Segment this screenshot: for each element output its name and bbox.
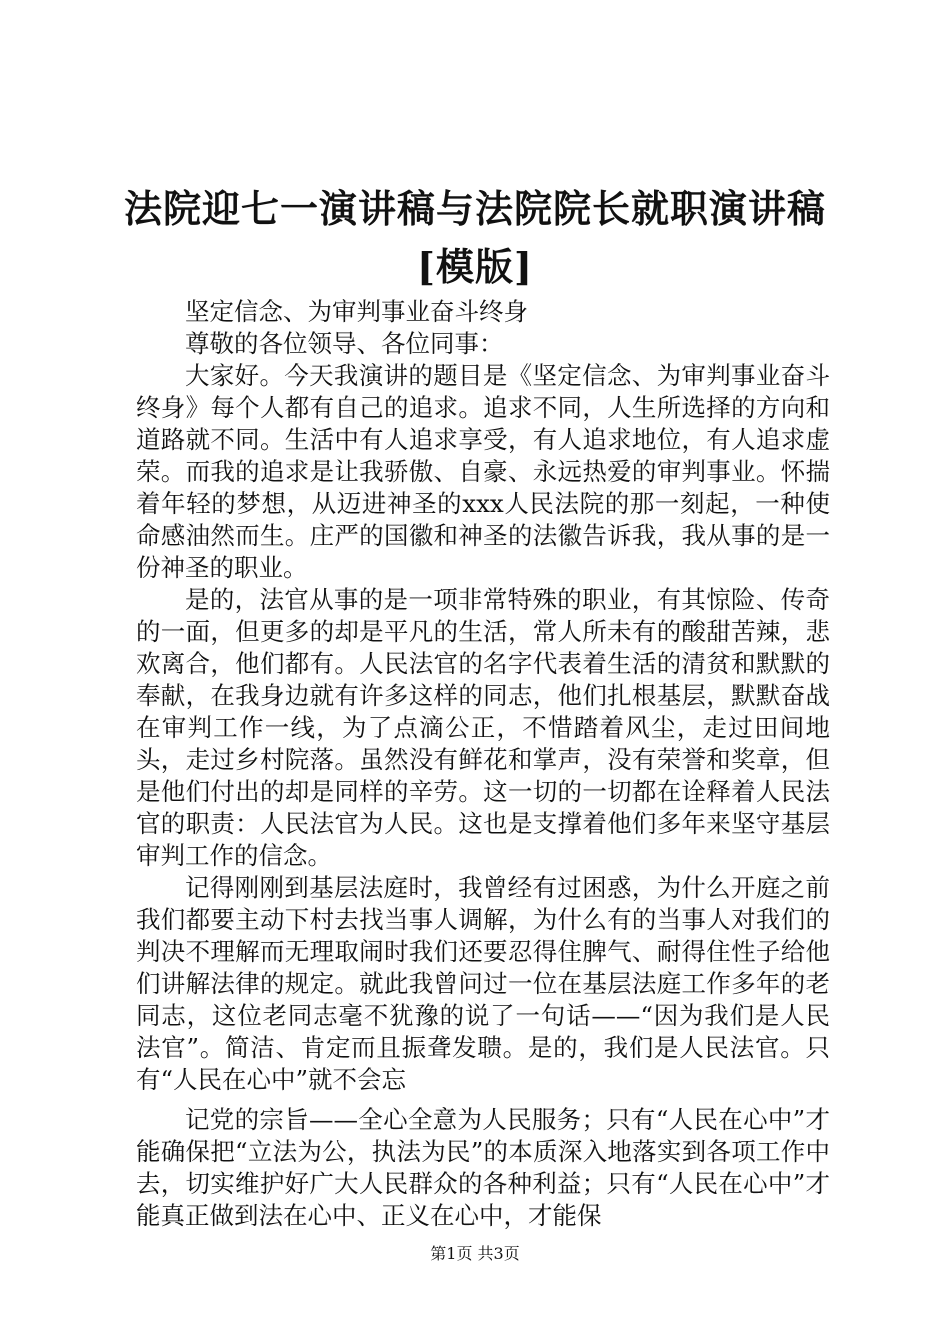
paragraph-1: 大家好。今天我演讲的题目是《坚定信念、为审判事业奋斗终身》每个人都有自己的追求。追求不同，人生所选择的方向和道路就不同。生活中有人追求享受，有人追求地位，有人追求虚荣。而我的追求是让我骄傲、自豪、永远热爱的审判事业。怀揣着年轻的梦想，从迈进神圣的xxx人民法院的那一刻起，一种使命感油然而生。庄严的国徽和神圣的法徽告诉我，我从事的是一份神圣的职业。	[136, 361, 830, 582]
page-footer: 第1页 共3页	[430, 1244, 520, 1263]
salutation: 尊敬的各位领导、各位同事：	[185, 329, 504, 358]
speech-subtitle: 坚定信念、为审判事业奋斗终身	[185, 297, 528, 326]
paragraph-3: 记得刚刚到基层法庭时，我曾经有过困惑，为什么开庭之前我们都要主动下村去找当事人调解，为什么有的当事人对我们的判决不理解而无理取闹时我们还要忍得住脾气、耐得住性子给他们讲解法律的规定。就此我曾问过一位在基层法庭工作多年的老同志，这位老同志毫不犹豫的说了一句话——“因为我们是人民法官”。简洁、肯定而且振聋发聩。是的，我们是人民法官。只有“人民在心中”就不会忘	[136, 873, 830, 1094]
document-title: 法院迎七一演讲稿与法院院长就职演讲稿[模版]	[123, 186, 826, 289]
document-body	[136, 296, 830, 1232]
paragraph-2: 是的，法官从事的是一项非常特殊的职业，有其惊险、传奇的一面，但更多的却是平凡的生活，常人所未有的酸甜苦辣，悲欢离合，他们都有。人民法官的名字代表着生活的清贫和默默的奉献，在我身边就有许多这样的同志，他们扎根基层，默默奋战在审判工作一线，为了点滴公正，不惜踏着风尘，走过田间地头，走过乡村院落。虽然没有鲜花和掌声，没有荣誉和奖章，但是他们付出的却是同样的辛劳。这一切的一切都在诠释着人民法官的职责：人民法官为人民。这也是支撑着他们多年来坚守基层审判工作的信念。	[136, 585, 830, 870]
paragraph-4: 记党的宗旨——全心全意为人民服务；只有“人民在心中”才能确保把“立法为公，执法为民”的本质深入地落实到各项工作中去，切实维护好广大人民群众的各种利益；只有“人民在心中”才能真正做到法在心中、正义在心中，才能保	[136, 1105, 830, 1230]
